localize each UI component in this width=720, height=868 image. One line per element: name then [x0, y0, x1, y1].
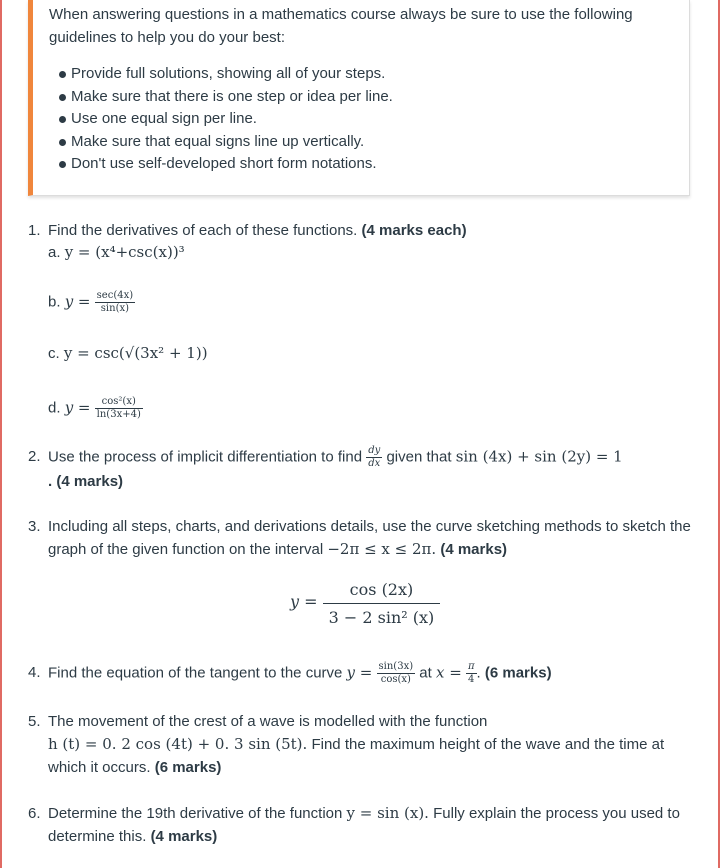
math-fraction-pi-4 [466, 661, 477, 686]
question-4: 4. Find the equation of the tangent to the curve y = $\frac{\sin(3x)}{\cos(x)}$ at x = $\frac{\pi}{4}$ . (6 marks) [28, 661, 552, 685]
math-lhs: y = [290, 592, 318, 611]
part-label: c. [48, 345, 60, 362]
math-equation: y = sin (x). [346, 804, 429, 822]
question-number: 4. [28, 664, 41, 681]
question-number: 1. [28, 222, 41, 239]
fraction-denominator: 4 [468, 674, 475, 685]
fraction-numerator: cos²(x) [95, 396, 143, 409]
marks-label: . (4 marks) [48, 473, 124, 490]
question-number: 3. [28, 518, 41, 535]
intro-text: When answering questions in a mathematics course always be sure to use the following guidelines to help you do your best: [49, 6, 633, 46]
part-label: d. [48, 399, 61, 417]
question-text-2: Find the maximum height of the wave and the time at which it occurs. [48, 736, 665, 776]
fraction-denominator: ln(3x+4) [96, 409, 141, 420]
question-1 [28, 219, 698, 242]
question-text-2: Fully explain the process you used to determine this. [48, 805, 680, 845]
fraction-denominator: 3 − 2 sin² (x) [328, 608, 435, 627]
math-expression: y = (x⁴+csc(x))³ [64, 243, 185, 261]
q1-part-c [48, 342, 208, 365]
list-item: Make sure that equal signs line up vertically. [59, 131, 675, 154]
marks-label: (4 marks) [440, 541, 508, 558]
question-number: 2. [28, 448, 41, 465]
part-label: a. [48, 244, 61, 261]
fraction-numerator: sec(4x) [96, 290, 134, 301]
question-3 [28, 515, 698, 561]
math-fraction [95, 396, 143, 421]
marks-label: (6 marks) [484, 664, 552, 682]
math-equation: h (t) = 0. 2 cos (4t) + 0. 3 sin (5t). [48, 735, 308, 753]
question-2 [28, 445, 698, 493]
question-text: Use the process of implicit differentiation to find [48, 448, 363, 466]
question-text: Find the equation of the tangent to the curve [48, 664, 343, 682]
list-item: Don't use self-developed short form notations. [59, 153, 675, 176]
list-item: Provide full solutions, showing all of your steps. [59, 63, 675, 86]
q1-part-a [48, 241, 185, 264]
question-number: 5. [28, 713, 41, 730]
math-fraction [366, 445, 382, 470]
math-expression: y = csc(√(3x² + 1)) [63, 344, 208, 362]
math-lhs: y = [64, 292, 91, 311]
part-label: b. [48, 293, 61, 311]
math-fraction [377, 661, 416, 686]
list-item: Make sure that there is one step or idea per line. [59, 86, 675, 109]
math-equation: sin (4x) + sin (2y) = 1 [455, 447, 623, 466]
math-interval: −2π ≤ x ≤ 2π. [327, 540, 437, 558]
fraction-denominator: dx [368, 458, 381, 469]
display-equation [290, 578, 440, 627]
left-border [0, 0, 2, 868]
question-number: 6. [28, 805, 41, 822]
question-text-2: given that [386, 448, 452, 466]
marks-label: (4 marks each) [361, 222, 467, 239]
math-fraction [95, 290, 135, 315]
math-lhs: y = [346, 663, 373, 682]
fraction-denominator: sin(x) [100, 303, 130, 314]
q1-part-d [48, 396, 143, 421]
question-6 [28, 802, 698, 848]
fraction-numerator: dy [368, 445, 381, 456]
math-lhs: y = [64, 398, 91, 417]
fraction-numerator: sin(3x) [378, 661, 414, 672]
marks-label: (6 marks) [154, 759, 222, 776]
list-item: Use one equal sign per line. [59, 108, 675, 131]
guidelines-callout [28, 0, 690, 196]
fraction-numerator: cos (2x) [323, 578, 441, 604]
question-text: The movement of the crest of a wave is modelled with the function [48, 713, 488, 730]
question-text: Including all steps, charts, and derivations details, use the curve sketching methods to sketch the graph of the given function on the interval [48, 518, 691, 558]
fraction-numerator: π [467, 661, 475, 672]
marks-label: (4 marks) [150, 828, 218, 845]
question-text: Determine the 19th derivative of the function [48, 805, 343, 822]
q1-part-b [48, 290, 135, 315]
fraction-denominator: cos(x) [380, 674, 411, 685]
math-fraction [323, 578, 441, 627]
math-x: x = [435, 663, 462, 682]
question-text: Find the derivatives of each of these functions. [48, 222, 358, 239]
question-5 [28, 710, 698, 779]
question-text-2: at [419, 664, 432, 682]
guidelines-list [49, 63, 675, 176]
